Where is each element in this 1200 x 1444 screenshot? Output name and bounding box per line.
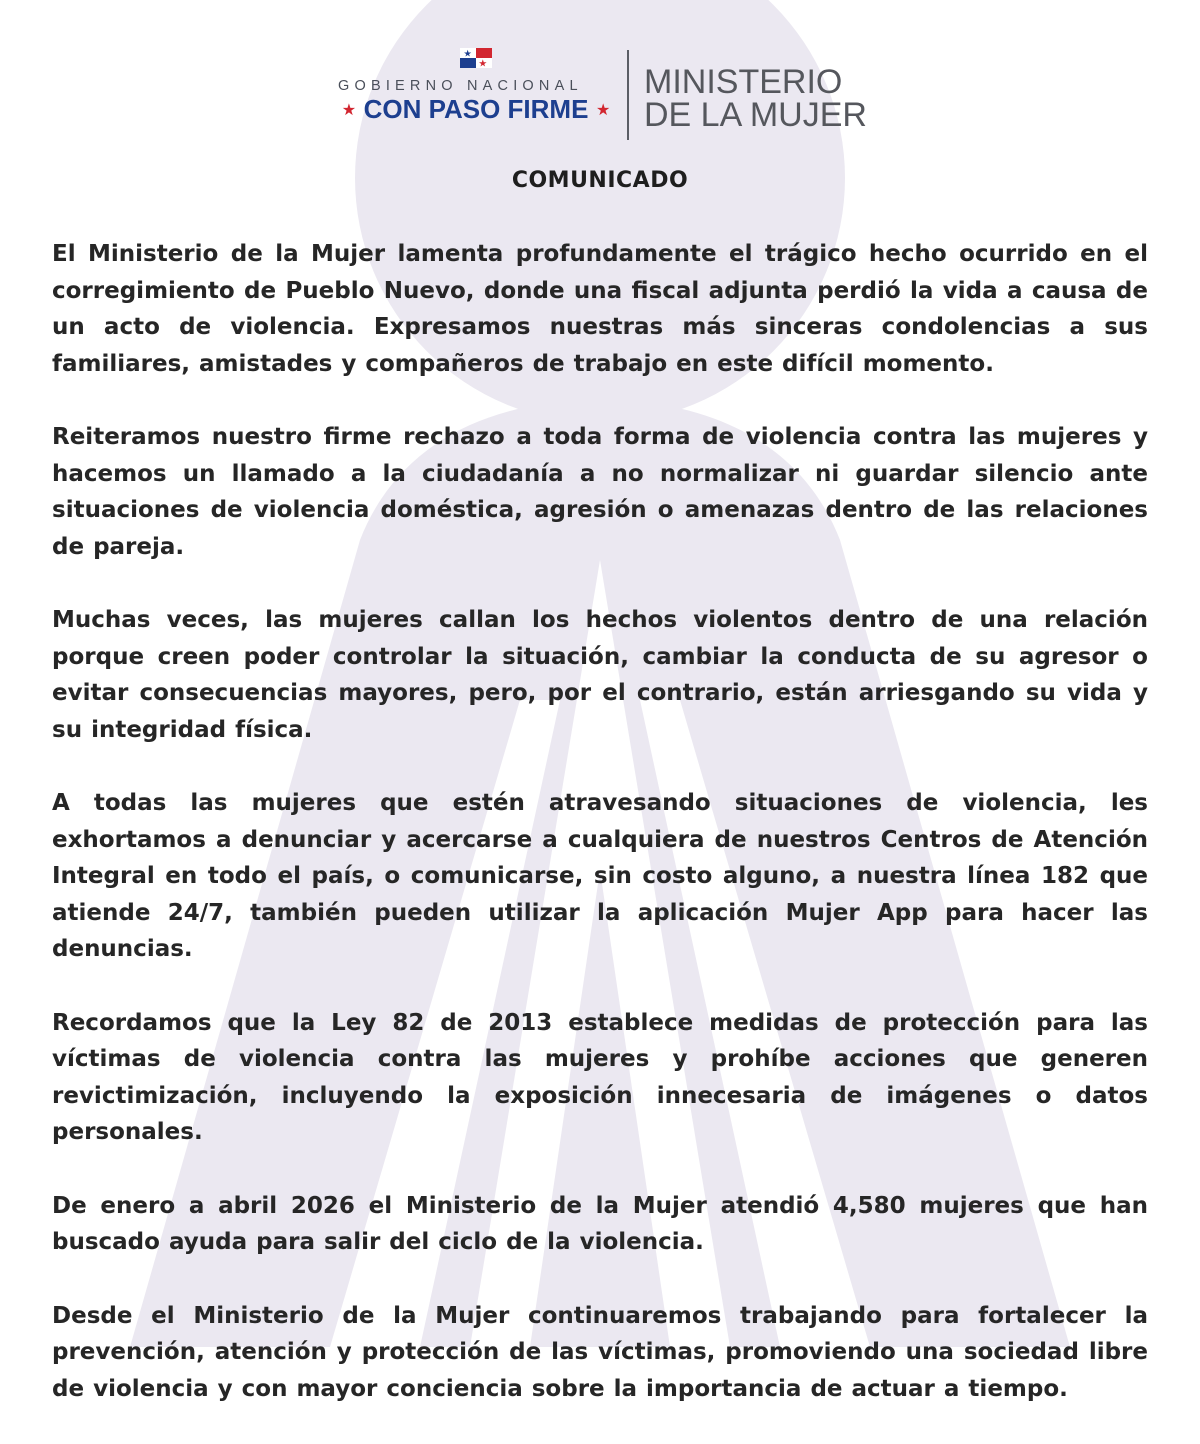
document-body bbox=[52, 236, 1148, 1444]
paragraph: Recordamos que la Ley 82 de 2013 establece medidas de protección para las víctimas de violencia contra las mujeres y prohíbe acciones que generen revictimización, incluyendo la exposición innecesaria de imágenes o datos personales. bbox=[52, 1009, 1148, 1145]
motto-text: CON PASO FIRME bbox=[363, 94, 589, 124]
paragraph: A todas las mujeres que estén atravesando situaciones de violencia, les exhortamos a denunciar y acercarse a cualquiera de nuestros Centros de Atención Integral en todo el país, o comunicarse, sin costo alguno, a nuestra línea 182 que atiende 24/7, también pueden utilizar la aplicación Mujer App para hacer las denuncias. bbox=[52, 790, 1148, 962]
paragraph: De enero a abril 2026 el Ministerio de la Mujer atendió 4,580 mujeres que han buscado ayuda para salir del ciclo de la violencia. bbox=[52, 1192, 1148, 1255]
ministry-name-line2: DE LA MUJER bbox=[644, 96, 867, 134]
ministry-name-line1: MINISTERIO bbox=[644, 63, 843, 101]
paragraph: Reiteramos nuestro firme rechazo a toda forma de violencia contra las mujeres y hacemos un llamado a la ciudadanía a no normalizar ni guardar silencio ante situaciones de violencia doméstica, agresión o amenazas dentro de las relaciones de pareja. bbox=[52, 424, 1148, 560]
star-icon: ★ bbox=[595, 102, 611, 119]
star-icon: ★ bbox=[341, 102, 357, 119]
panama-flag-icon bbox=[460, 48, 492, 68]
ministry-name bbox=[644, 63, 867, 134]
paragraph: Desde el Ministerio de la Mujer continuaremos trabajando para fortalecer la prevención, atención y protección de las víctimas, promoviendo una sociedad libre de violencia y con mayor conciencia sobre la importancia de actuar a tiempo. bbox=[52, 1302, 1148, 1402]
government-motto bbox=[336, 94, 616, 125]
government-header bbox=[0, 44, 1200, 144]
logo-divider bbox=[627, 50, 629, 140]
government-name: GOBIERNO NACIONAL bbox=[338, 78, 583, 94]
paragraph: Muchas veces, las mujeres callan los hechos violentos dentro de una relación porque creen poder controlar la situación, cambiar la conducta de su agresor o evitar consecuencias mayores, pero, por el contrario, están arriesgando su vida y su integridad física. bbox=[52, 607, 1148, 743]
document-title: COMUNICADO bbox=[511, 168, 689, 193]
paragraph: El Ministerio de la Mujer lamenta profundamente el trágico hecho ocurrido en el corregimiento de Pueblo Nuevo, donde una fiscal adjunta perdió la vida a causa de un acto de violencia. Expresamos nuestras más sinceras condolencias a sus familiares, amistades y compañeros de trabajo en este difícil momento. bbox=[52, 241, 1148, 377]
